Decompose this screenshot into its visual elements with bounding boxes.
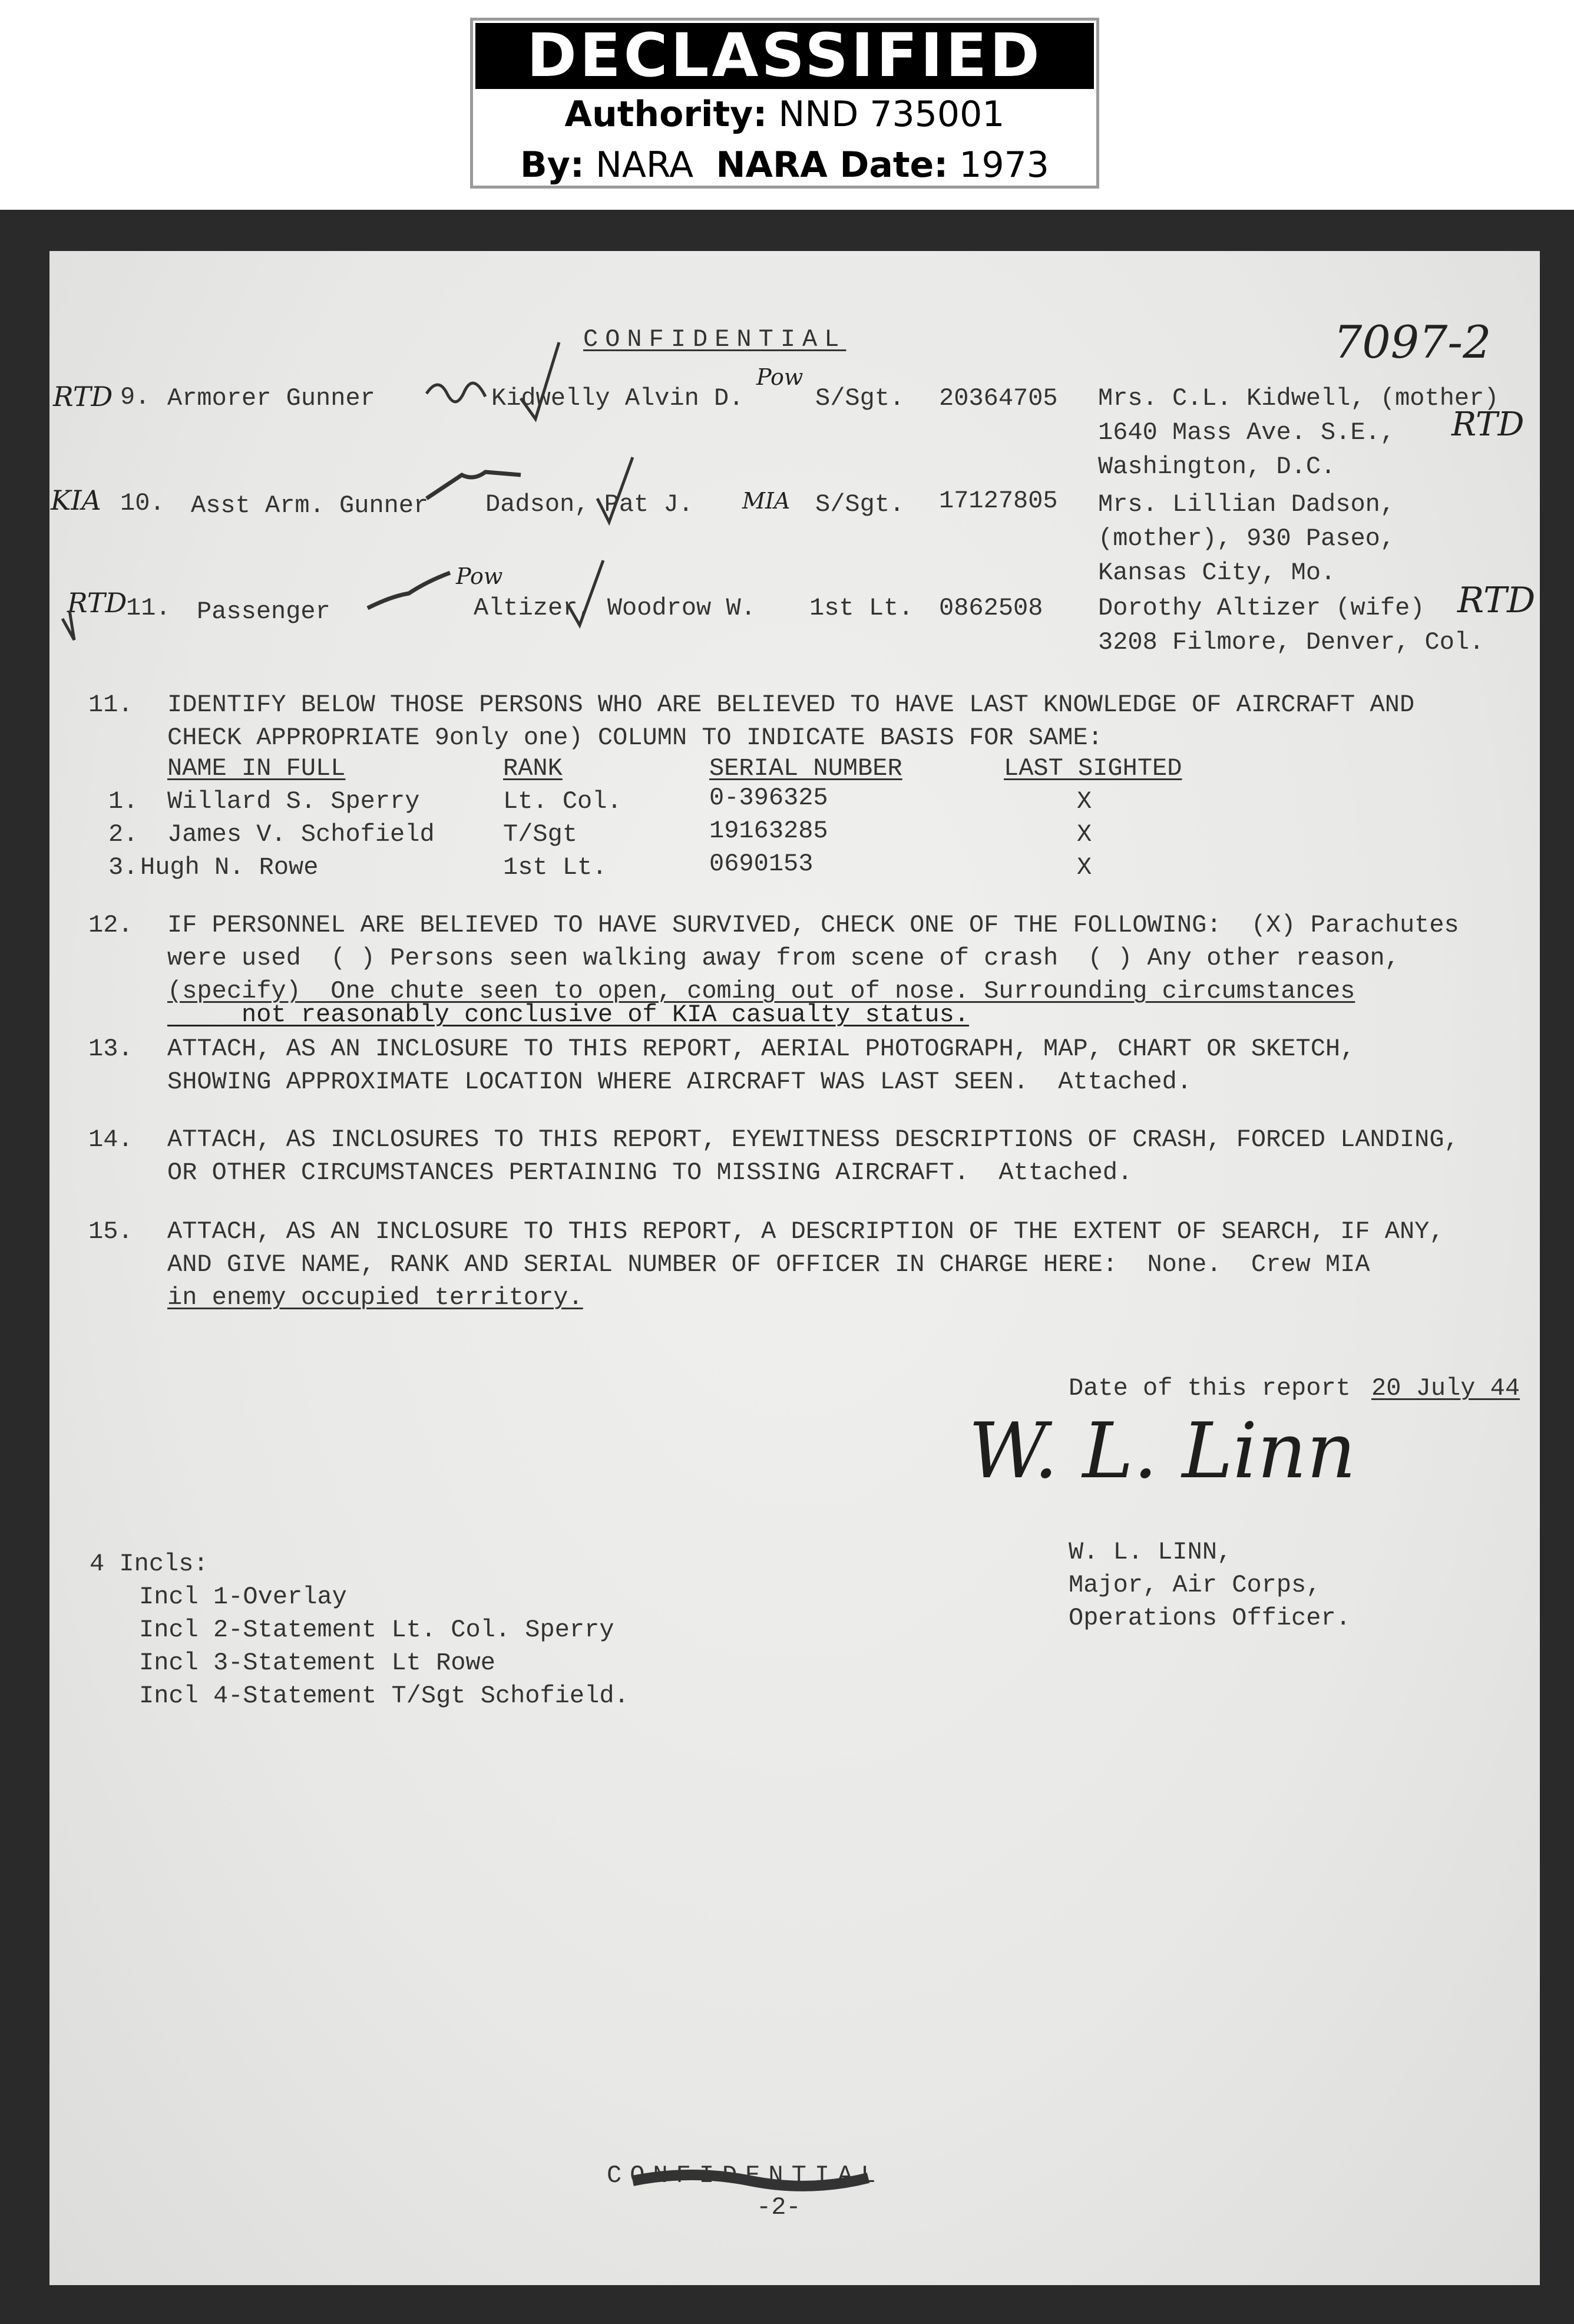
row-rank: Lt. Col. (503, 787, 622, 816)
next-of-kin-line: Dorothy Altizer (wife) (1098, 594, 1425, 622)
row-number: 1. (108, 787, 138, 816)
crew-status-mark: RTD (53, 381, 113, 412)
stamp-authority (473, 89, 1096, 140)
page-number: -2- (756, 2193, 801, 2221)
crew-name: Altizer, Woodrow W. (474, 594, 756, 622)
row-rank: T/Sgt (503, 820, 578, 849)
item-number: 12. (88, 911, 133, 939)
item12-line: (specify) One chute seen to open, coming out of nose. Surrounding circumstances (167, 977, 1355, 1005)
item-number: 14. (88, 1125, 133, 1154)
inclosures-title: 4 Incls: (90, 1550, 209, 1578)
classification-header: CONFIDENTIAL (583, 325, 846, 354)
row-sighted: X (1077, 787, 1092, 816)
crew-position: Asst Arm. Gunner (191, 491, 429, 520)
item14-text (167, 1123, 1459, 1189)
crew-number: 10. (120, 489, 165, 517)
item12-text (167, 909, 1459, 1031)
row-sighted: X (1077, 820, 1092, 849)
next-of-kin-line: 1640 Mass Ave. S.E., (1098, 418, 1396, 447)
scan-frame (0, 210, 1574, 2324)
table-header-serial: SERIAL NUMBER (709, 754, 902, 783)
crew-note: Pow (756, 364, 803, 390)
row-name: Willard S. Sperry (167, 787, 420, 816)
document-page (49, 251, 1540, 2285)
item15-line: in enemy occupied territory. (167, 1283, 583, 1312)
report-date-value: 20 July 44 (1371, 1374, 1520, 1402)
signature: W. L. Linn (968, 1406, 1356, 1496)
stamp-date-label: NARA Date: (716, 144, 948, 186)
row-name: Hugh N. Rowe (140, 853, 319, 882)
pencil-check-marks (49, 251, 1540, 722)
item11-text-line: CHECK APPROPRIATE 9only one) COLUMN TO INDICATE BASIS FOR SAME: (167, 724, 1103, 752)
footer-redaction-mark (627, 2166, 874, 2196)
item15-line: AND GIVE NAME, RANK AND SERIAL NUMBER OF OFFICER IN CHARGE HERE: None. Crew MIA (167, 1250, 1370, 1279)
next-of-kin-line: Kansas City, Mo. (1098, 559, 1336, 587)
inclosure-item: Incl 1-Overlay (139, 1583, 347, 1611)
crew-status-mark: KIA (51, 484, 101, 516)
crew-rank: S/Sgt. (815, 490, 905, 519)
table-header-sighted: LAST SIGHTED (1004, 754, 1182, 783)
item-number: 13. (88, 1035, 133, 1063)
item13-text (167, 1032, 1355, 1098)
item14-line: ATTACH, AS INCLOSURES TO THIS REPORT, EYEWITNESS DESCRIPTIONS OF CRASH, FORCED LANDING, (167, 1125, 1459, 1154)
inclosure-item: Incl 4-Statement T/Sgt Schofield. (139, 1682, 629, 1710)
signer-name: W. L. LINN, (1069, 1538, 1232, 1566)
row-name: James V. Schofield (167, 820, 435, 849)
report-date-label: Date of this report (1069, 1374, 1351, 1402)
declassified-stamp (470, 18, 1099, 189)
item12-line: IF PERSONNEL ARE BELIEVED TO HAVE SURVIVED, CHECK ONE OF THE FOLLOWING: (X) Parachutes (167, 911, 1459, 939)
item13-line: ATTACH, AS AN INCLOSURE TO THIS REPORT, AERIAL PHOTOGRAPH, MAP, CHART OR SKETCH, (167, 1035, 1355, 1063)
crew-serial: 20364705 (939, 384, 1058, 412)
crew-margin-mark: RTD (1451, 405, 1525, 444)
crew-note: Pow (456, 563, 503, 589)
stamp-authority-label: Authority: (564, 94, 768, 135)
crew-serial: 0862508 (939, 594, 1043, 622)
table-header-rank: RANK (503, 754, 563, 783)
signer-title: Operations Officer. (1069, 1604, 1351, 1632)
stamp-authority-value: NND 735001 (778, 94, 1005, 135)
stamp-title: DECLASSIFIED (475, 23, 1094, 89)
crew-serial: 17127805 (939, 487, 1058, 515)
inclosure-item: Incl 3-Statement Lt Rowe (139, 1649, 495, 1677)
next-of-kin-line: Mrs. C.L. Kidwell, (mother) (1098, 384, 1499, 412)
classification-footer: CONFIDENTIAL (607, 2161, 884, 2190)
item12-line: were used ( ) Persons seen walking away from scene of crash ( ) Any other reason, (167, 944, 1400, 972)
item13-line: SHOWING APPROXIMATE LOCATION WHERE AIRCRAFT WAS LAST SEEN. Attached. (167, 1068, 1192, 1096)
crew-number: 9. (120, 383, 150, 411)
item-number: 11. (88, 691, 133, 719)
stamp-by (473, 140, 1096, 190)
row-serial: 0690153 (709, 850, 814, 878)
item15-text (167, 1215, 1444, 1314)
item12-line: not reasonably conclusive of KIA casualty status. (167, 1001, 970, 1029)
crew-rank: 1st Lt. (809, 594, 914, 622)
document-number: 7097-2 (1334, 316, 1492, 368)
next-of-kin-line: Mrs. Lillian Dadson, (1098, 490, 1396, 519)
row-serial: 19163285 (709, 817, 828, 845)
item-number: 15. (88, 1217, 133, 1246)
crew-number: 11. (126, 594, 171, 622)
crew-margin-mark: RTD (1457, 580, 1536, 621)
row-sighted: X (1077, 853, 1092, 882)
row-number: 2. (108, 820, 138, 849)
crew-rank: S/Sgt. (815, 384, 905, 412)
next-of-kin-line: 3208 Filmore, Denver, Col. (1098, 628, 1484, 656)
crew-status-mark: RTD (67, 587, 127, 619)
next-of-kin-line: Washington, D.C. (1098, 453, 1336, 481)
row-number: 3. (108, 853, 138, 882)
crew-name: Kidwelly Alvin D. (491, 384, 744, 412)
item11-text-line: IDENTIFY BELOW THOSE PERSONS WHO ARE BELIEVED TO HAVE LAST KNOWLEDGE OF AIRCRAFT AND (167, 691, 1415, 719)
crew-position: Passenger (197, 597, 330, 626)
crew-note: MIA (742, 488, 791, 514)
stamp-by-value: NARA (595, 144, 694, 186)
inclosure-item: Incl 2-Statement Lt. Col. Sperry (139, 1616, 614, 1644)
row-rank: 1st Lt. (503, 853, 607, 882)
item15-line: ATTACH, AS AN INCLOSURE TO THIS REPORT, A DESCRIPTION OF THE EXTENT OF SEARCH, IF ANY, (167, 1217, 1444, 1246)
stamp-date-value: 1973 (959, 144, 1049, 186)
next-of-kin-line: (mother), 930 Paseo, (1098, 524, 1396, 553)
crew-name: Dadson, Pat J. (485, 490, 693, 519)
item14-line: OR OTHER CIRCUMSTANCES PERTAINING TO MISSING AIRCRAFT. Attached. (167, 1158, 1133, 1187)
crew-position: Armorer Gunner (167, 384, 375, 412)
table-header-name: NAME IN FULL (167, 754, 346, 783)
stamp-by-label: By: (520, 144, 584, 186)
row-serial: 0-396325 (709, 784, 828, 812)
signer-rank: Major, Air Corps, (1069, 1571, 1321, 1599)
